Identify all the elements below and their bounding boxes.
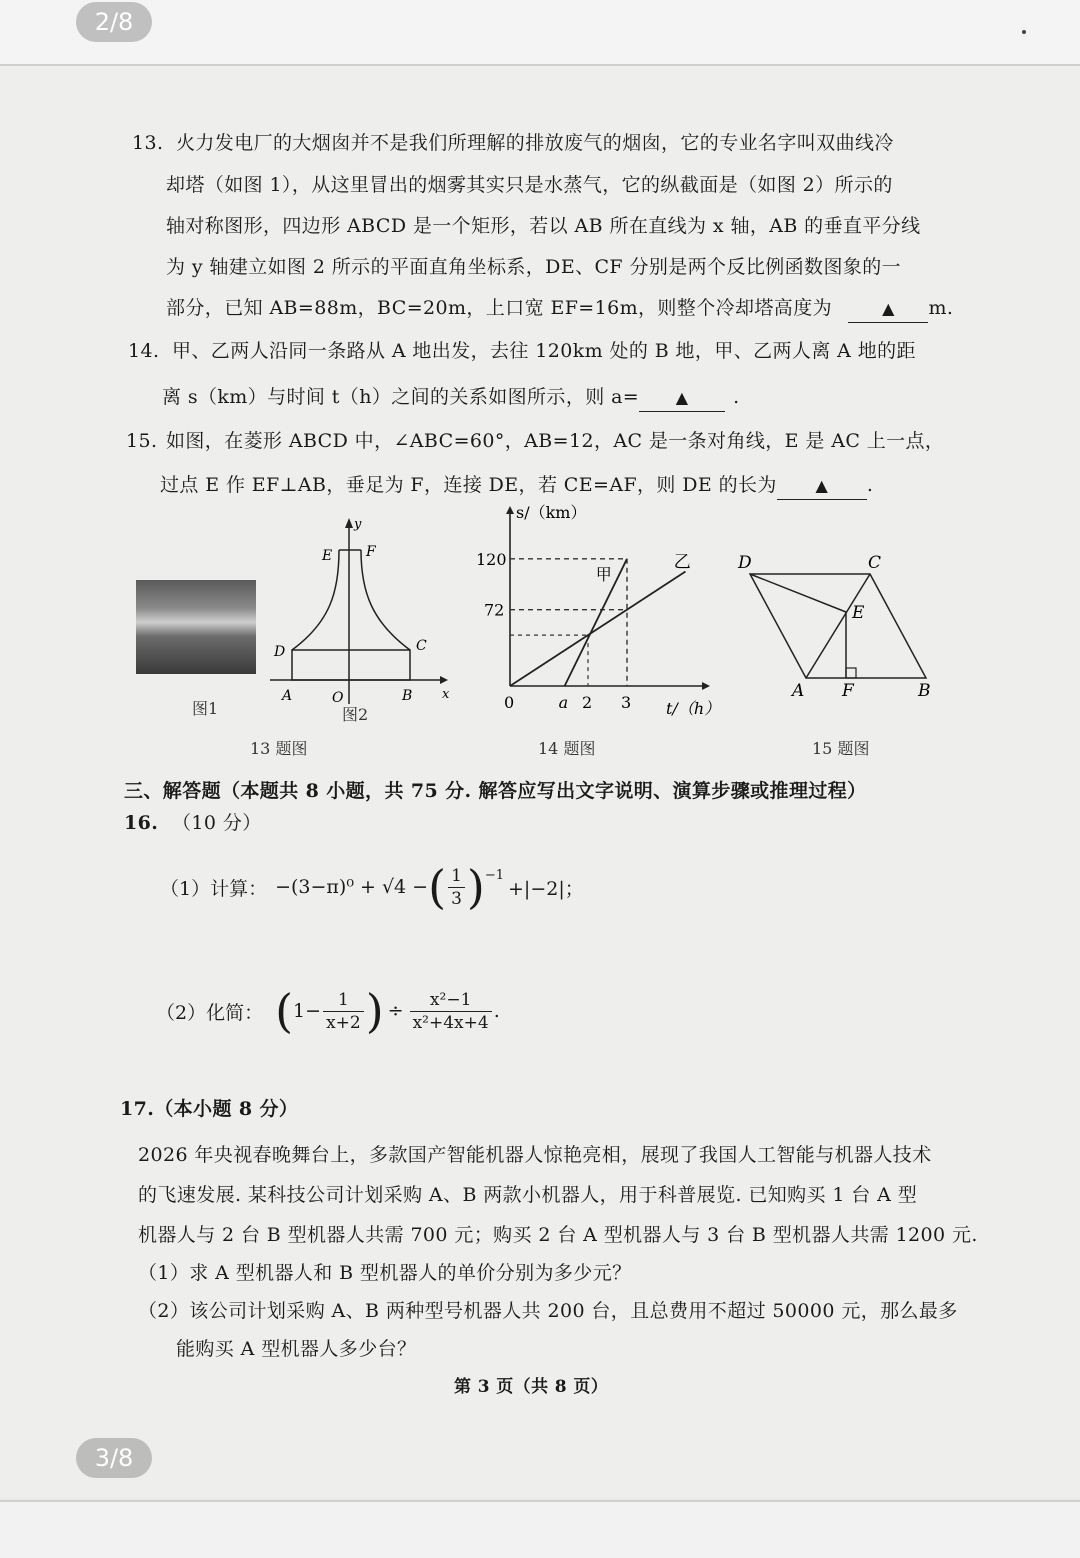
q17-heading: 17.（本小题 8 分） bbox=[120, 1098, 299, 1120]
q15-line1: 如图，在菱形 ABCD 中，∠ABC=60°，AB=12，AC 是一条对角线，E 是 AC 上一点， bbox=[166, 430, 945, 452]
q16-part1-fraction bbox=[448, 865, 465, 910]
q14-number: 14. bbox=[128, 340, 160, 362]
q14-end: . bbox=[733, 386, 740, 408]
fig13-diagram bbox=[260, 512, 460, 722]
page-indicator-top: 2/8 bbox=[76, 2, 152, 42]
fig14-ytick-120: 120 bbox=[476, 549, 507, 569]
q13-line3: 轴对称图形，四边形 ABCD 是一个矩形，若以 AB 所在直线为 x 轴，AB 的垂直平分线 bbox=[166, 215, 921, 237]
q13-number: 13. bbox=[132, 132, 164, 154]
fig14-xtick-3: 3 bbox=[621, 693, 632, 712]
q13-line1: 火力发电厂的大烟囱并不是我们所理解的排放废气的烟囱，它的专业名字叫双曲线冷 bbox=[176, 132, 894, 154]
q13-line5 bbox=[166, 295, 953, 323]
fig13-label-d: D bbox=[274, 644, 286, 660]
q16-number: 16. bbox=[124, 812, 159, 834]
q16-part1-lparen: ( bbox=[428, 860, 447, 914]
fig15-diagram bbox=[730, 546, 950, 696]
q13-unit: m. bbox=[928, 297, 954, 319]
fig14-series-label-yi: 乙 bbox=[673, 552, 691, 573]
fig15-caption: 15 题图 bbox=[812, 739, 870, 758]
q17-sub2-line2: 能购买 A 型机器人多少台？ bbox=[176, 1338, 417, 1360]
fig14-ytick-72: 72 bbox=[484, 600, 505, 620]
fig13-label-y: y bbox=[354, 517, 362, 532]
q13-line5-text: 部分，已知 AB=88m，BC=20m，上口宽 EF=16m，则整个冷却塔高度为 bbox=[166, 297, 833, 319]
fig15-label-c: C bbox=[868, 553, 882, 573]
q14-line2-text: 离 s（km）与时间 t（h）之间的关系如图所示，则 a= bbox=[162, 386, 640, 408]
q16-part1-expr-a: −(3−π)⁰ + √4 − bbox=[275, 876, 429, 898]
q13-answer-blank: ▲ bbox=[848, 296, 928, 323]
q16-part2-num1: 1 bbox=[323, 989, 364, 1012]
fig13-label-b: B bbox=[402, 688, 413, 704]
q16-part2-expr-a: 1− bbox=[293, 1000, 322, 1022]
fig14-xtick-2: 2 bbox=[582, 693, 593, 712]
q15-answer-blank: ▲ bbox=[777, 473, 867, 500]
q17-line2: 的飞速发展. 某科技公司计划采购 A、B 两款小机器人，用于科普展览. 已知购买 1 台 A 型 bbox=[138, 1184, 918, 1206]
q16-part1-expr-b: +|−2|； bbox=[508, 877, 584, 900]
q16-part1-rparen: ) bbox=[466, 860, 485, 914]
q16-part1 bbox=[160, 862, 584, 912]
q16-part2 bbox=[156, 986, 500, 1036]
q16-part1-den: 3 bbox=[451, 888, 462, 909]
fig13-label-f: F bbox=[366, 544, 376, 560]
previous-page-edge bbox=[0, 0, 1080, 66]
q16-part2-fraction2 bbox=[410, 989, 492, 1034]
q13-line4: 为 y 轴建立如图 2 所示的平面直角坐标系，DE、CF 分别是两个反比例函数图象的一 bbox=[166, 256, 902, 278]
page-indicator-bottom: 3/8 bbox=[76, 1438, 152, 1478]
q16-part2-divide: ÷ bbox=[387, 1000, 404, 1022]
fig13-curve-cf bbox=[361, 550, 410, 650]
q17-sub2-line1: （2）该公司计划采购 A、B 两种型号机器人共 200 台，且总费用不超过 50000 元，那么最多 bbox=[138, 1300, 958, 1322]
q16-part2-rparen: ) bbox=[365, 984, 384, 1038]
cooling-tower-photo bbox=[136, 580, 256, 674]
q14-line2 bbox=[162, 384, 740, 412]
q17-line3: 机器人与 2 台 B 型机器人共需 700 元；购买 2 台 A 型机器人与 3 台 B 型机器人共需 1200 元. bbox=[138, 1224, 978, 1246]
menu-dot-icon[interactable] bbox=[1022, 30, 1026, 34]
fig15-label-a: A bbox=[792, 681, 805, 696]
fig13-label-c: C bbox=[416, 638, 427, 654]
fig13-curve-de bbox=[292, 550, 339, 650]
q16-part2-fraction1 bbox=[323, 989, 364, 1034]
q16-part1-label: （1）计算： bbox=[160, 877, 268, 900]
q15-number: 15. bbox=[126, 430, 158, 452]
q14-answer-blank: ▲ bbox=[639, 385, 725, 412]
next-page-edge bbox=[0, 1500, 1080, 1558]
fig13-caption-2: 图2 bbox=[342, 705, 369, 724]
q15-line2 bbox=[160, 472, 873, 500]
q13-line2: 却塔（如图 1），从这里冒出的烟雾其实只是水蒸气，它的纵截面是（如图 2）所示的 bbox=[166, 174, 893, 196]
q17-sub1: （1）求 A 型机器人和 B 型机器人的单价分别为多少元？ bbox=[138, 1262, 632, 1284]
section3-heading: 三、解答题（本题共 8 小题，共 75 分. 解答应写出文字说明、演算步骤或推理过程） bbox=[124, 780, 867, 802]
fig13-caption-1: 图1 bbox=[192, 699, 219, 718]
fig14-series-label-jia: 甲 bbox=[595, 565, 612, 584]
page-footer: 第 3 页（共 8 页） bbox=[454, 1377, 609, 1397]
fig13-label-a: A bbox=[282, 688, 293, 704]
q16-part2-label: （2）化简： bbox=[156, 1001, 264, 1024]
fig14-xtick-a: a bbox=[558, 693, 569, 712]
fig13-label-e: E bbox=[322, 548, 333, 564]
fig14-y-arrow bbox=[506, 506, 514, 514]
q14-line1: 甲、乙两人沿同一条路从 A 地出发，去往 120km 处的 B 地，甲、乙两人离 A 地的距 bbox=[172, 340, 916, 362]
q15-end: . bbox=[866, 474, 874, 496]
q16-part1-num: 1 bbox=[448, 865, 465, 888]
q15-line2-text: 过点 E 作 EF⊥AB，垂足为 F，连接 DE，若 CE=AF，则 DE 的长为 bbox=[160, 474, 777, 496]
q16-part1-exponent: −1 bbox=[484, 868, 505, 883]
fig13-label-o: O bbox=[332, 690, 344, 706]
fig14-x-arrow bbox=[702, 682, 710, 690]
q16-part2-lparen: ( bbox=[275, 984, 294, 1038]
fig15-label-e: E bbox=[852, 603, 865, 623]
q16-part2-den1: x+2 bbox=[326, 1012, 361, 1033]
fig13-y-arrow bbox=[345, 518, 353, 528]
fig15-label-f: F bbox=[842, 681, 854, 696]
fig14-caption: 14 题图 bbox=[538, 739, 596, 758]
q16-part2-den2: x²+4x+4 bbox=[412, 1012, 489, 1033]
q17-line1: 2026 年央视春晚舞台上，多款国产智能机器人惊艳亮相，展现了我国人工智能与机器人技术 bbox=[138, 1144, 932, 1166]
q16-part2-num2: x²−1 bbox=[410, 989, 492, 1012]
exam-page bbox=[0, 66, 1080, 1498]
fig13-label-x: x bbox=[442, 687, 450, 702]
fig15-diagonal-ac bbox=[806, 574, 870, 678]
fig13-x-arrow bbox=[440, 676, 448, 684]
fig14-chart bbox=[470, 502, 740, 730]
fig13-rect-abcd bbox=[292, 650, 410, 680]
fig15-label-d: D bbox=[738, 553, 752, 573]
fig15-segment-de bbox=[750, 574, 846, 612]
fig15-label-b: B bbox=[918, 681, 931, 696]
fig14-line-yi bbox=[510, 572, 686, 686]
fig15-right-angle-mark bbox=[846, 668, 856, 678]
q16-score: （10 分） bbox=[172, 812, 262, 834]
fig14-y-label: s/（km） bbox=[516, 503, 587, 522]
q16-part2-end: . bbox=[493, 1000, 500, 1022]
fig14-xtick-0: 0 bbox=[504, 693, 515, 712]
fig14-x-label: t/（h） bbox=[666, 699, 721, 718]
fig13-caption: 13 题图 bbox=[250, 739, 308, 758]
